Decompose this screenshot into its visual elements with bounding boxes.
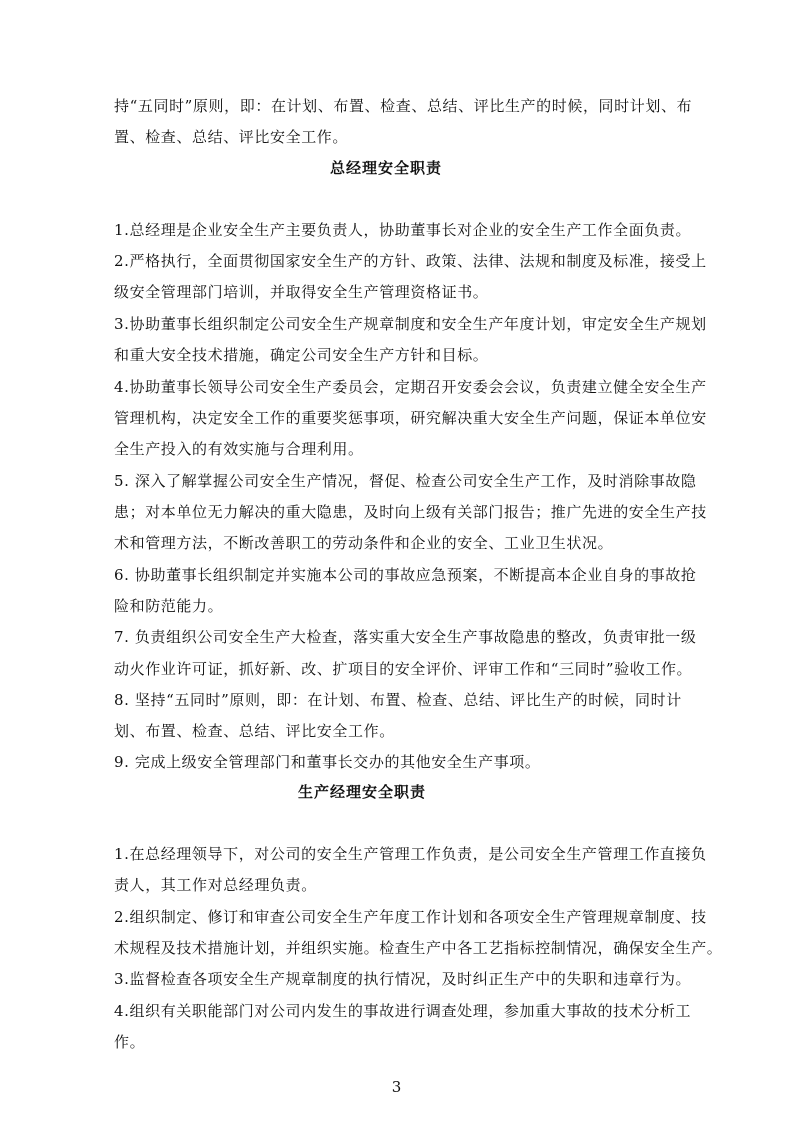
body-line: 7. 负责组织公司安全生产大检查，落实重大安全生产事故隐患的整改，负责审批一级 (114, 628, 697, 646)
body-line: 2.严格执行，全面贯彻国家安全生产的方针、政策、法律、法规和制度及标准，接受上 (114, 252, 707, 270)
body-line: 级安全管理部门培训，并取得安全生产管理资格证书。 (114, 283, 489, 301)
body-line: 患；对本单位无力解决的重大隐患，及时向上级有关部门报告；推广先进的安全生产技 (114, 503, 707, 521)
body-line: 2.组织制定、修订和审查公司安全生产年度工作计划和各项安全生产管理规章制度、技 (114, 908, 707, 926)
body-line: 8. 坚持“五同时”原则，即：在计划、布置、检查、总结、评比生产的时候，同时计 (114, 691, 682, 709)
body-line: 1.在总经理领导下，对公司的安全生产管理工作负责，是公司安全生产管理工作直接负 (114, 845, 707, 863)
body-line: 1.总经理是企业安全生产主要负责人，协助董事长对企业的安全生产工作全面负责。 (114, 221, 692, 239)
body-line: 责人，其工作对总经理负责。 (114, 876, 317, 894)
body-line: 置、检查、总结、评比安全工作。 (114, 128, 349, 146)
body-line: 全生产投入的有效实施与合理利用。 (114, 440, 364, 458)
body-line: 术规程及技术措施计划，并组织实施。检查生产中各工艺指标控制情况，确保安全生产。 (114, 939, 723, 957)
body-line: 4.协助董事长领导公司安全生产委员会，定期召开安委会会议，负责建立健全安全生产 (114, 378, 707, 396)
body-line: 和重大安全技术措施，确定公司安全生产方针和目标。 (114, 346, 489, 364)
body-line: 险和防范能力。 (114, 597, 224, 615)
body-line: 4.组织有关职能部门对公司内发生的事故进行调查处理，参加重大事故的技术分析工 (114, 1002, 692, 1020)
body-line: 术和管理方法，不断改善职工的劳动条件和企业的安全、工业卫生状况。 (114, 534, 614, 552)
body-line: 3.监督检查各项安全生产规章制度的执行情况，及时纠正生产中的失职和违章行为。 (114, 970, 692, 988)
body-line: 持“五同时”原则，即：在计划、布置、检查、总结、评比生产的时候，同时计划、布 (114, 97, 693, 115)
body-line: 划、布置、检查、总结、评比安全工作。 (114, 722, 395, 740)
body-line: 9. 完成上级安全管理部门和董事长交办的其他安全生产事项。 (114, 753, 541, 771)
page-number: 3 (391, 1078, 402, 1096)
body-line: 管理机构，决定安全工作的重要奖惩事项，研究解决重大安全生产问题，保证本单位安 (114, 409, 707, 427)
body-line: 作。 (114, 1033, 146, 1051)
body-line: 6. 协助董事长组织制定并实施本公司的事故应急预案，不断提高本企业自身的事故抢 (114, 566, 697, 584)
body-line: 3.协助董事长组织制定公司安全生产规章制度和安全生产年度计划，审定安全生产规划 (114, 315, 707, 333)
section-title-general-manager: 总经理安全职责 (330, 159, 443, 177)
section-title-production-manager: 生产经理安全职责 (298, 783, 427, 801)
body-line: 动火作业许可证，抓好新、改、扩项目的安全评价、评审工作和“三同时”验收工作。 (114, 660, 693, 678)
body-line: 5. 深入了解掌握公司安全生产情况，督促、检查公司安全生产工作，及时消除事故隐 (114, 472, 697, 490)
